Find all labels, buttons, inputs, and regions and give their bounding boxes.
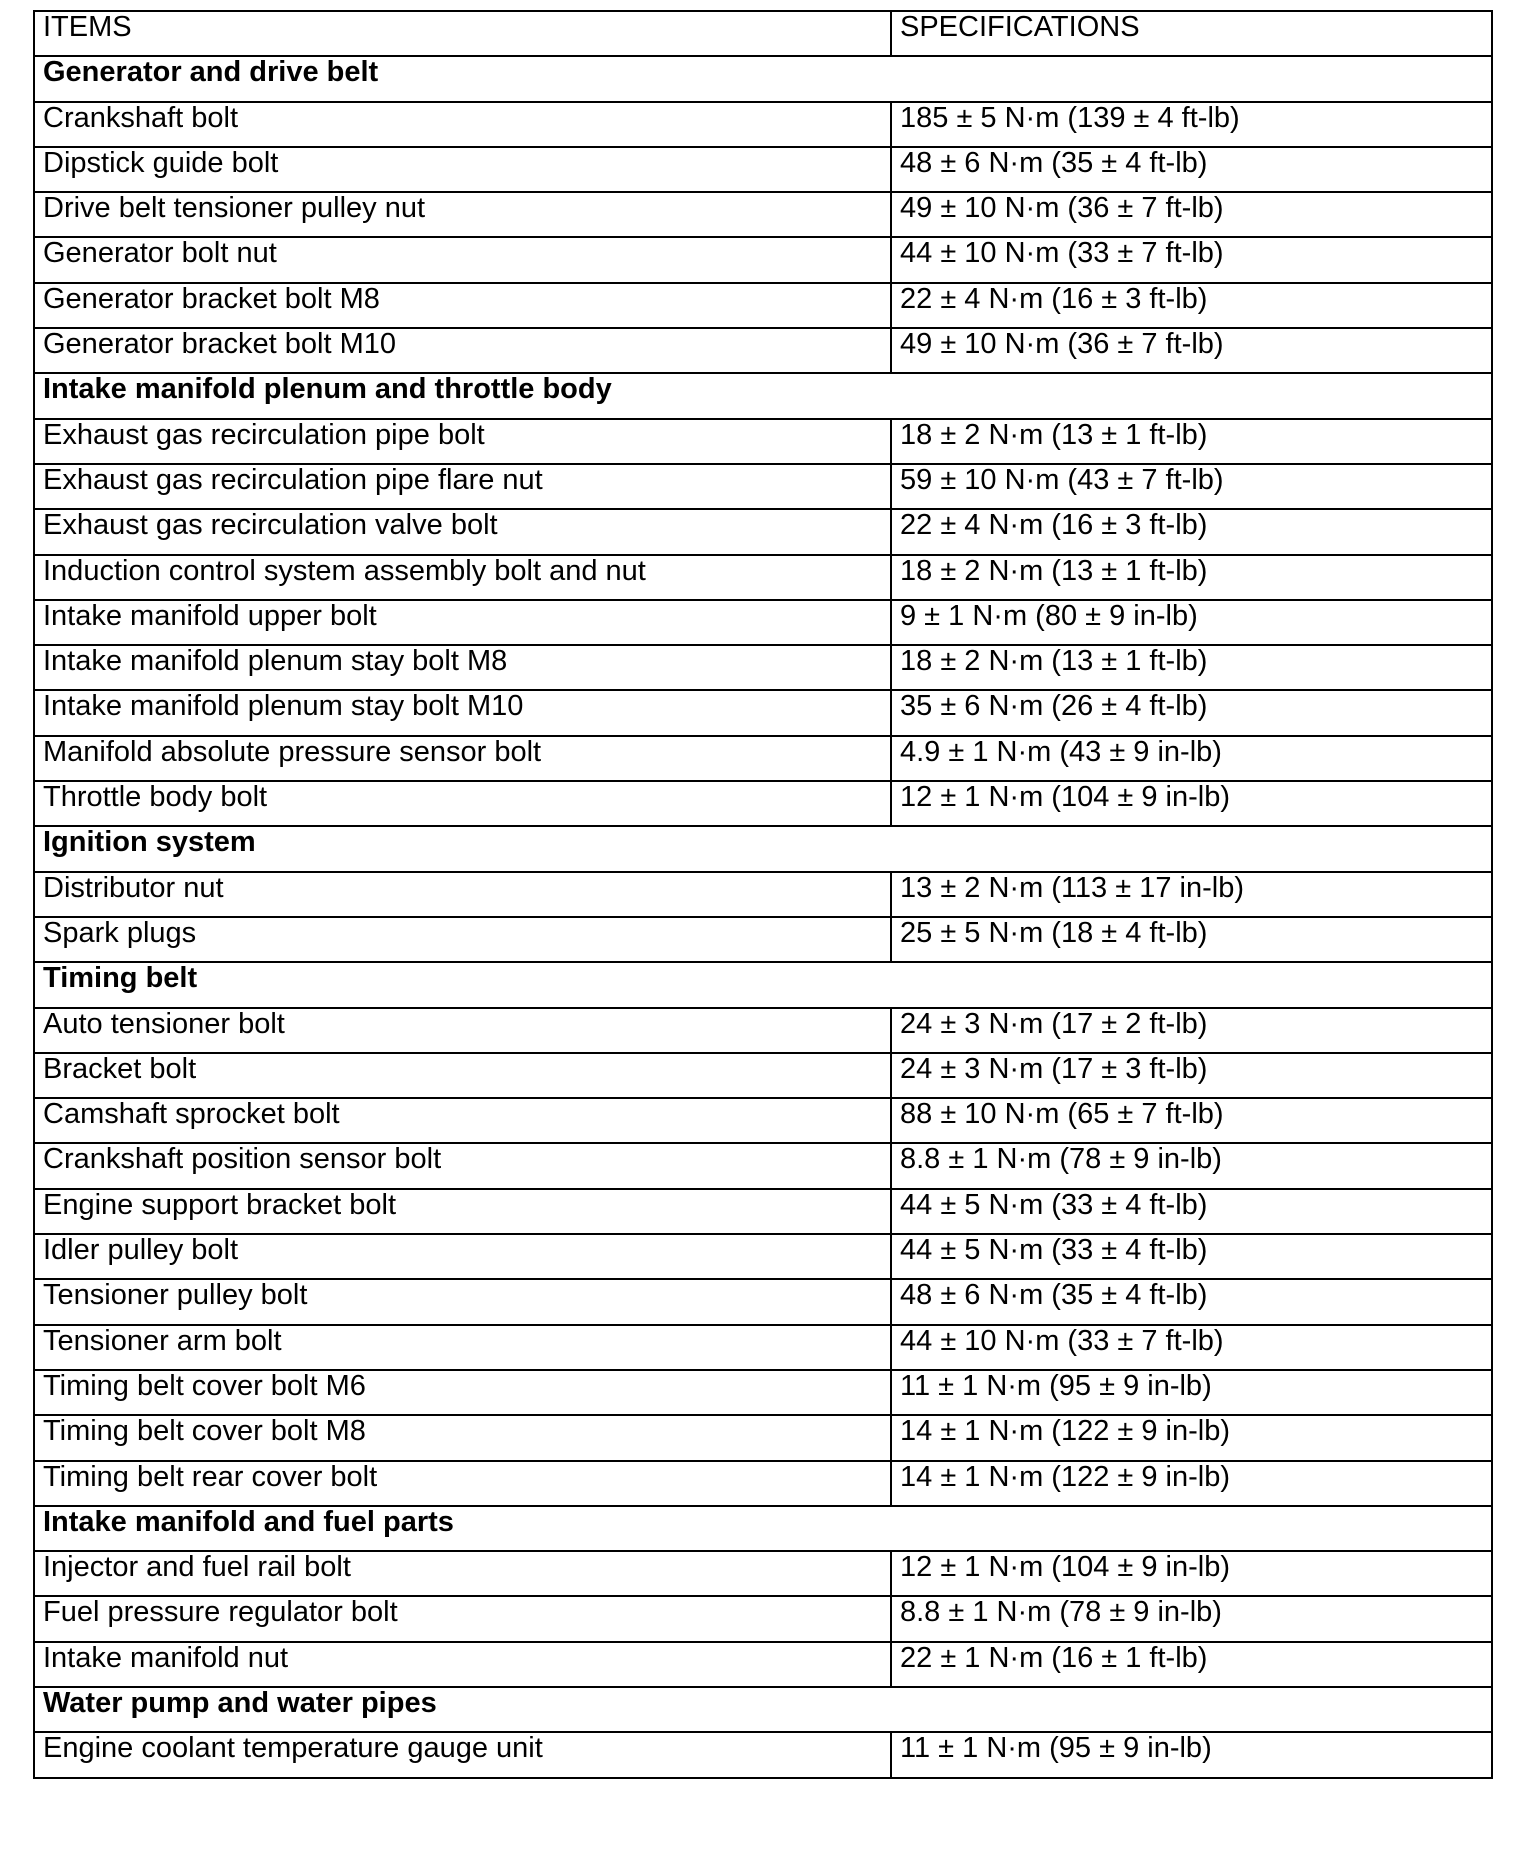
spec-cell: 9 ± 1 N·m (80 ± 9 in-lb) (891, 600, 1492, 645)
item-cell: Crankshaft bolt (34, 102, 891, 147)
table-row (34, 1098, 1492, 1143)
section-row (34, 373, 1492, 418)
item-cell: Intake manifold upper bolt (34, 600, 891, 645)
table-row (34, 1279, 1492, 1324)
spec-cell: 8.8 ± 1 N·m (78 ± 9 in-lb) (891, 1596, 1492, 1641)
spec-cell: 88 ± 10 N·m (65 ± 7 ft-lb) (891, 1098, 1492, 1143)
table-row (34, 555, 1492, 600)
spec-cell: 59 ± 10 N·m (43 ± 7 ft-lb) (891, 464, 1492, 509)
table-row (34, 645, 1492, 690)
table-row (34, 1053, 1492, 1098)
item-cell: Injector and fuel rail bolt (34, 1551, 891, 1596)
table-row (34, 509, 1492, 554)
item-cell: Camshaft sprocket bolt (34, 1098, 891, 1143)
table-row (34, 1234, 1492, 1279)
item-cell: Generator bolt nut (34, 237, 891, 282)
item-cell: Crankshaft position sensor bolt (34, 1143, 891, 1188)
table-row (34, 328, 1492, 373)
item-cell: Timing belt cover bolt M8 (34, 1415, 891, 1460)
item-cell: Generator bracket bolt M10 (34, 328, 891, 373)
specifications-column-header: SPECIFICATIONS (891, 11, 1492, 56)
spec-cell: 12 ± 1 N·m (104 ± 9 in-lb) (891, 781, 1492, 826)
table-row (34, 1143, 1492, 1188)
item-cell: Timing belt rear cover bolt (34, 1461, 891, 1506)
item-cell: Distributor nut (34, 872, 891, 917)
section-title: Generator and drive belt (34, 56, 1492, 101)
spec-cell: 25 ± 5 N·m (18 ± 4 ft-lb) (891, 917, 1492, 962)
item-cell: Dipstick guide bolt (34, 147, 891, 192)
section-title: Timing belt (34, 962, 1492, 1007)
section-row (34, 1687, 1492, 1732)
spec-cell: 8.8 ± 1 N·m (78 ± 9 in-lb) (891, 1143, 1492, 1188)
spec-cell: 11 ± 1 N·m (95 ± 9 in-lb) (891, 1370, 1492, 1415)
section-title: Intake manifold and fuel parts (34, 1506, 1492, 1551)
table-row (34, 237, 1492, 282)
section-row (34, 56, 1492, 101)
section-title: Intake manifold plenum and throttle body (34, 373, 1492, 418)
table-row (34, 147, 1492, 192)
table-row (34, 1461, 1492, 1506)
spec-cell: 24 ± 3 N·m (17 ± 2 ft-lb) (891, 1008, 1492, 1053)
item-cell: Tensioner arm bolt (34, 1325, 891, 1370)
spec-cell: 24 ± 3 N·m (17 ± 3 ft-lb) (891, 1053, 1492, 1098)
spec-cell: 185 ± 5 N·m (139 ± 4 ft-lb) (891, 102, 1492, 147)
spec-cell: 14 ± 1 N·m (122 ± 9 in-lb) (891, 1415, 1492, 1460)
spec-cell: 48 ± 6 N·m (35 ± 4 ft-lb) (891, 147, 1492, 192)
spec-cell: 44 ± 5 N·m (33 ± 4 ft-lb) (891, 1189, 1492, 1234)
item-cell: Idler pulley bolt (34, 1234, 891, 1279)
table-row (34, 1370, 1492, 1415)
item-cell: Spark plugs (34, 917, 891, 962)
item-cell: Drive belt tensioner pulley nut (34, 192, 891, 237)
table-row (34, 464, 1492, 509)
table-row (34, 600, 1492, 645)
table-row (34, 690, 1492, 735)
spec-cell: 18 ± 2 N·m (13 ± 1 ft-lb) (891, 555, 1492, 600)
section-title: Ignition system (34, 826, 1492, 871)
item-cell: Intake manifold plenum stay bolt M10 (34, 690, 891, 735)
spec-cell: 12 ± 1 N·m (104 ± 9 in-lb) (891, 1551, 1492, 1596)
spec-cell: 4.9 ± 1 N·m (43 ± 9 in-lb) (891, 736, 1492, 781)
table-row (34, 917, 1492, 962)
item-cell: Timing belt cover bolt M6 (34, 1370, 891, 1415)
item-cell: Exhaust gas recirculation pipe bolt (34, 419, 891, 464)
spec-cell: 13 ± 2 N·m (113 ± 17 in-lb) (891, 872, 1492, 917)
table-row (34, 1008, 1492, 1053)
table-row (34, 1642, 1492, 1687)
section-row (34, 826, 1492, 871)
table-row (34, 1415, 1492, 1460)
item-cell: Intake manifold plenum stay bolt M8 (34, 645, 891, 690)
spec-cell: 22 ± 1 N·m (16 ± 1 ft-lb) (891, 1642, 1492, 1687)
table-body (34, 56, 1492, 1777)
spec-cell: 48 ± 6 N·m (35 ± 4 ft-lb) (891, 1279, 1492, 1324)
spec-cell: 49 ± 10 N·m (36 ± 7 ft-lb) (891, 192, 1492, 237)
spec-cell: 44 ± 5 N·m (33 ± 4 ft-lb) (891, 1234, 1492, 1279)
item-cell: Generator bracket bolt M8 (34, 283, 891, 328)
spec-cell: 11 ± 1 N·m (95 ± 9 in-lb) (891, 1732, 1492, 1777)
table-row (34, 736, 1492, 781)
item-cell: Engine support bracket bolt (34, 1189, 891, 1234)
item-cell: Tensioner pulley bolt (34, 1279, 891, 1324)
spec-cell: 44 ± 10 N·m (33 ± 7 ft-lb) (891, 237, 1492, 282)
table-row (34, 283, 1492, 328)
table-row (34, 1732, 1492, 1777)
spec-cell: 22 ± 4 N·m (16 ± 3 ft-lb) (891, 283, 1492, 328)
table-row (34, 1189, 1492, 1234)
table-row (34, 419, 1492, 464)
item-cell: Intake manifold nut (34, 1642, 891, 1687)
item-cell: Manifold absolute pressure sensor bolt (34, 736, 891, 781)
spec-cell: 22 ± 4 N·m (16 ± 3 ft-lb) (891, 509, 1492, 554)
table-row (34, 1551, 1492, 1596)
spec-cell: 18 ± 2 N·m (13 ± 1 ft-lb) (891, 419, 1492, 464)
item-cell: Induction control system assembly bolt and nut (34, 555, 891, 600)
item-cell: Fuel pressure regulator bolt (34, 1596, 891, 1641)
spec-cell: 44 ± 10 N·m (33 ± 7 ft-lb) (891, 1325, 1492, 1370)
spec-cell: 35 ± 6 N·m (26 ± 4 ft-lb) (891, 690, 1492, 735)
section-title: Water pump and water pipes (34, 1687, 1492, 1732)
spec-cell: 14 ± 1 N·m (122 ± 9 in-lb) (891, 1461, 1492, 1506)
table-row (34, 192, 1492, 237)
item-cell: Exhaust gas recirculation pipe flare nut (34, 464, 891, 509)
item-cell: Bracket bolt (34, 1053, 891, 1098)
spec-cell: 49 ± 10 N·m (36 ± 7 ft-lb) (891, 328, 1492, 373)
items-column-header: ITEMS (34, 11, 891, 56)
item-cell: Engine coolant temperature gauge unit (34, 1732, 891, 1777)
table-header-row (34, 11, 1492, 56)
item-cell: Exhaust gas recirculation valve bolt (34, 509, 891, 554)
item-cell: Throttle body bolt (34, 781, 891, 826)
table-row (34, 781, 1492, 826)
section-row (34, 962, 1492, 1007)
spec-cell: 18 ± 2 N·m (13 ± 1 ft-lb) (891, 645, 1492, 690)
item-cell: Auto tensioner bolt (34, 1008, 891, 1053)
table-row (34, 1596, 1492, 1641)
section-row (34, 1506, 1492, 1551)
table-row (34, 102, 1492, 147)
table-row (34, 1325, 1492, 1370)
torque-spec-table (33, 10, 1493, 1779)
table-row (34, 872, 1492, 917)
